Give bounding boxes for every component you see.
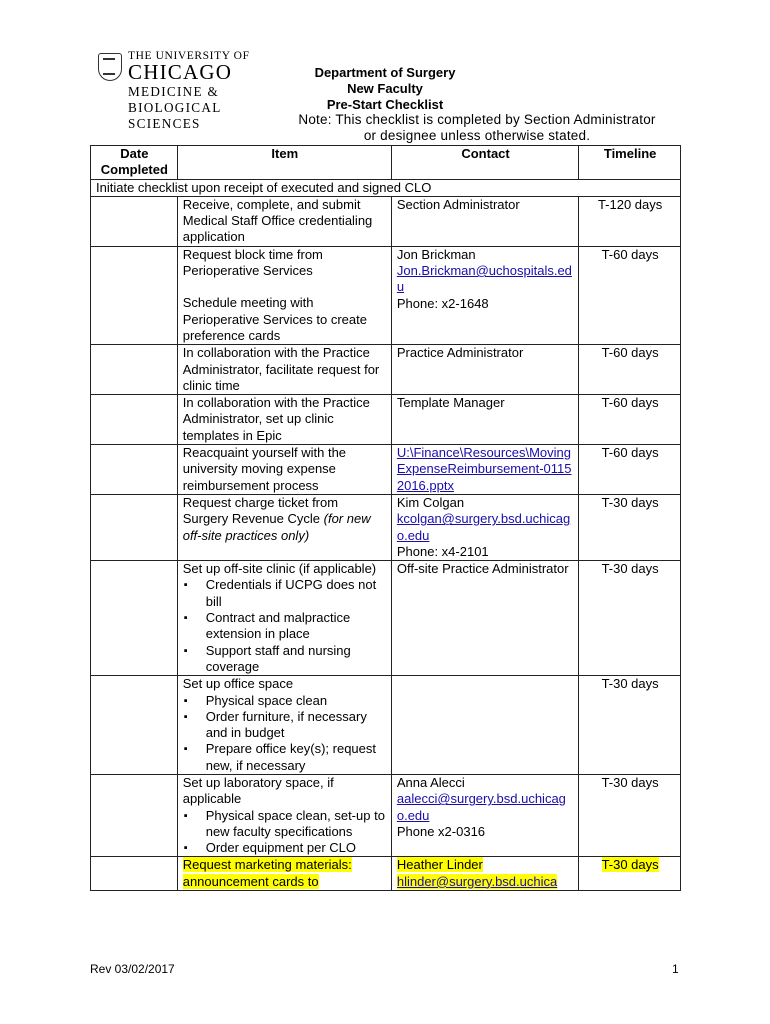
logo-line-3a: MEDICINE & bbox=[128, 84, 220, 99]
header-item: Item bbox=[177, 146, 391, 180]
item-text: Set up office space bbox=[182, 676, 294, 692]
contact-email-link[interactable]: Jon.Brickman@uchospitals.edu bbox=[396, 263, 572, 295]
bullet-item: ▪ Contract and malpractice extension in place bbox=[206, 610, 387, 643]
bullet-item: ▪ Prepare office key(s); request new, if necessary bbox=[206, 741, 387, 774]
contact-name: Anna Alecci bbox=[396, 774, 465, 790]
date-cell[interactable] bbox=[91, 246, 178, 344]
note-line-1: Note: This checklist is completed by Section Administrator bbox=[298, 112, 656, 127]
contact-phone: Phone: x2-1648 bbox=[396, 295, 489, 311]
item-cell bbox=[177, 246, 391, 344]
table-row bbox=[91, 395, 681, 445]
bullet-item: ▪ Support staff and nursing coverage bbox=[206, 643, 387, 676]
contact-phone: Phone x2-0316 bbox=[396, 823, 486, 839]
timeline-cell: T-60 days bbox=[579, 445, 681, 495]
file-path-link[interactable]: U:\Finance\Resources\MovingExpenseReimbursement-01152016.pptx bbox=[396, 445, 572, 493]
department-heading: Department of Surgery bbox=[314, 65, 456, 80]
item-text: Set up off-site clinic (if applicable) bbox=[182, 561, 377, 577]
date-cell[interactable] bbox=[91, 345, 178, 395]
contact-cell: Practice Administrator bbox=[391, 345, 578, 395]
item-text-highlighted: Request marketing materials: announcement cards to bbox=[182, 857, 352, 889]
header-timeline: Timeline bbox=[579, 146, 681, 180]
page-number: 1 bbox=[672, 962, 679, 976]
bullet-list bbox=[183, 693, 387, 774]
table-row bbox=[91, 246, 681, 344]
item-cell: In collaboration with the Practice Administrator, set up clinic templates in Epic bbox=[177, 395, 391, 445]
item-text: Request charge ticket from Surgery Revenue Cycle bbox=[182, 494, 339, 527]
university-seal-icon bbox=[98, 53, 122, 81]
contact-cell bbox=[391, 676, 578, 775]
table-row bbox=[91, 445, 681, 495]
date-cell[interactable] bbox=[91, 445, 178, 495]
table-row bbox=[91, 561, 681, 676]
table-row bbox=[91, 676, 681, 775]
contact-name: Kim Colgan bbox=[396, 494, 465, 510]
contact-name: Jon Brickman bbox=[396, 246, 476, 262]
bullet-list bbox=[183, 577, 387, 675]
timeline-cell: T-60 days bbox=[579, 395, 681, 445]
contact-cell bbox=[391, 246, 578, 344]
date-cell[interactable] bbox=[91, 857, 178, 891]
bullet-item: ▪ Credentials if UCPG does not bill bbox=[206, 577, 387, 610]
item-cell: In collaboration with the Practice Administrator, facilitate request for clinic time bbox=[177, 345, 391, 395]
subtitle-heading: New Faculty bbox=[347, 81, 423, 96]
initiate-row bbox=[91, 179, 681, 196]
contact-email-link[interactable]: aalecci@surgery.bsd.uchicago.edu bbox=[396, 791, 566, 823]
date-cell[interactable] bbox=[91, 494, 178, 560]
item-cell: Reacquaint yourself with the university moving expense reimbursement process bbox=[177, 445, 391, 495]
contact-cell bbox=[391, 494, 578, 560]
contact-phone: Phone: x4-2101 bbox=[396, 543, 489, 559]
timeline-cell: T-60 days bbox=[579, 345, 681, 395]
date-cell[interactable] bbox=[91, 561, 178, 676]
table-row bbox=[91, 345, 681, 395]
date-cell[interactable] bbox=[91, 196, 178, 246]
logo-line-2: CHICAGO bbox=[128, 60, 233, 84]
table-row bbox=[91, 774, 681, 856]
timeline-cell: T-30 days bbox=[579, 774, 681, 856]
date-cell[interactable] bbox=[91, 395, 178, 445]
checklist-table bbox=[90, 145, 681, 891]
table-header-row bbox=[91, 146, 681, 180]
item-text-2: Schedule meeting with Perioperative Services to create preference cards bbox=[182, 295, 367, 343]
header-date: Date Completed bbox=[91, 146, 178, 180]
header-contact: Contact bbox=[391, 146, 578, 180]
date-cell[interactable] bbox=[91, 774, 178, 856]
item-text: Set up laboratory space, if applicable bbox=[182, 774, 334, 807]
timeline-cell: T-30 days bbox=[579, 494, 681, 560]
bullet-list bbox=[183, 808, 387, 857]
bullet-item: ▪ Order equipment per CLO bbox=[206, 840, 387, 856]
table-row bbox=[91, 494, 681, 560]
contact-cell bbox=[391, 774, 578, 856]
item-cell bbox=[177, 676, 391, 775]
contact-name-highlighted: Heather Linder bbox=[396, 857, 483, 873]
revision-date: Rev 03/02/2017 bbox=[90, 962, 175, 976]
logo-line-1: THE UNIVERSITY OF bbox=[128, 50, 250, 62]
timeline-cell: T-30 days bbox=[579, 561, 681, 676]
note-line-2: or designee unless otherwise stated. bbox=[363, 128, 591, 143]
initiate-text: Initiate checklist upon receipt of executed and signed CLO bbox=[91, 179, 681, 196]
timeline-cell: T-30 days bbox=[579, 676, 681, 775]
item-cell bbox=[177, 494, 391, 560]
contact-email-link[interactable]: hlinder@surgery.bsd.uchica bbox=[396, 873, 558, 889]
contact-cell: Off-site Practice Administrator bbox=[391, 561, 578, 676]
contact-cell bbox=[391, 857, 578, 891]
item-cell bbox=[177, 561, 391, 676]
item-text: Request block time from Perioperative Services bbox=[182, 246, 323, 279]
logo-line-3c: SCIENCES bbox=[128, 116, 201, 131]
table-row bbox=[91, 196, 681, 246]
bullet-item: ▪ Order furniture, if necessary and in budget bbox=[206, 709, 387, 742]
table-row bbox=[91, 857, 681, 891]
page-title: Pre-Start Checklist bbox=[326, 97, 444, 112]
timeline-cell: T-120 days bbox=[579, 196, 681, 246]
logo-line-3b: BIOLOGICAL bbox=[128, 100, 222, 115]
item-italic-note: (for new off-site practices only) bbox=[182, 511, 371, 543]
bullet-item: ▪ Physical space clean bbox=[206, 693, 387, 709]
contact-cell: Section Administrator bbox=[391, 196, 578, 246]
bullet-item: ▪ Physical space clean, set-up to new faculty specifications bbox=[206, 808, 387, 841]
timeline-cell bbox=[579, 857, 681, 891]
contact-cell: Template Manager bbox=[391, 395, 578, 445]
item-cell: Receive, complete, and submit Medical Staff Office credentialing application bbox=[177, 196, 391, 246]
timeline-cell: T-60 days bbox=[579, 246, 681, 344]
contact-cell bbox=[391, 445, 578, 495]
date-cell[interactable] bbox=[91, 676, 178, 775]
item-cell bbox=[177, 857, 391, 891]
item-cell bbox=[177, 774, 391, 856]
timeline-highlighted: T-30 days bbox=[601, 857, 659, 873]
contact-email-link[interactable]: kcolgan@surgery.bsd.uchicago.edu bbox=[396, 511, 571, 543]
